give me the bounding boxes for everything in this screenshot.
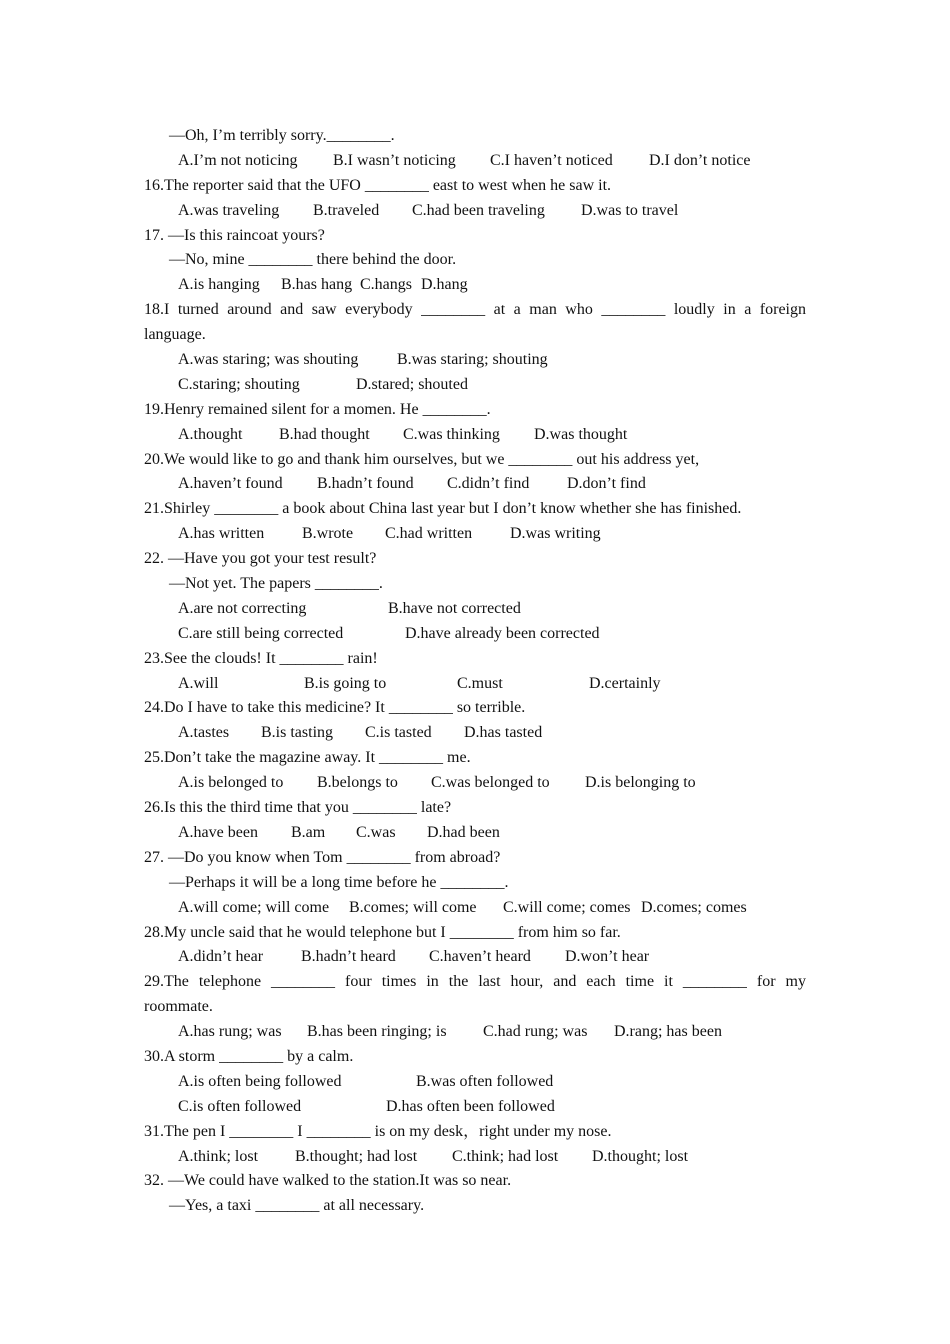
question-line: 30.A storm ________ by a calm. bbox=[144, 1047, 354, 1065]
answer-option: B.wrote bbox=[302, 525, 354, 543]
answer-option: A.have been bbox=[178, 823, 258, 841]
answer-option: D.has often been followed bbox=[386, 1097, 555, 1115]
options-line bbox=[144, 1020, 806, 1045]
question-line: 16.The reporter said that the UFO ________ east to west when he saw it. bbox=[144, 176, 612, 194]
answer-option: B.has hang bbox=[281, 276, 353, 294]
options-line bbox=[144, 1095, 806, 1120]
options-line bbox=[144, 821, 806, 846]
question-line: 31.The pen I ________ I ________ is on my desk，right under my nose. bbox=[144, 1122, 612, 1140]
answer-option: C.had rung; was bbox=[483, 1023, 588, 1041]
answer-option: A.has written bbox=[178, 525, 265, 543]
answer-option: A.will bbox=[178, 674, 219, 692]
answer-option: A.is hanging bbox=[178, 276, 260, 294]
question-line: roommate. bbox=[144, 998, 213, 1016]
options-line bbox=[144, 1145, 806, 1170]
exam-questions bbox=[144, 124, 806, 1219]
answer-option: D.was writing bbox=[510, 525, 601, 543]
answer-option: C.is tasted bbox=[365, 724, 432, 742]
answer-option: C.will come; comes bbox=[503, 898, 631, 916]
answer-option: D.is belonging to bbox=[585, 774, 696, 792]
answer-option: B.have not corrected bbox=[388, 599, 521, 617]
question-line: 24.Do I have to take this medicine? It ________ so terrible. bbox=[144, 699, 526, 717]
options-line bbox=[144, 199, 806, 224]
answer-option: D.stared; shouted bbox=[356, 375, 468, 393]
answer-option: C.had been traveling bbox=[412, 201, 545, 219]
answer-option: C.had written bbox=[385, 525, 473, 543]
options-line bbox=[144, 597, 806, 622]
answer-option: D.was thought bbox=[534, 425, 628, 443]
dialogue-line: —Not yet. The papers ________. bbox=[169, 575, 383, 593]
options-line bbox=[144, 896, 806, 921]
answer-option: B.hadn’t found bbox=[317, 475, 414, 493]
question-line: 21.Shirley ________ a book about China last year but I don’t know whether she has finished. bbox=[144, 500, 742, 518]
answer-option: A.think; lost bbox=[178, 1147, 259, 1165]
answer-option: B.hadn’t heard bbox=[301, 948, 396, 966]
answer-option: B.had thought bbox=[279, 425, 370, 443]
answer-option: A.I’m not noticing bbox=[178, 151, 298, 169]
answer-option: A.haven’t found bbox=[178, 475, 283, 493]
options-line bbox=[144, 771, 806, 796]
options-line bbox=[144, 721, 806, 746]
answer-option: B.has been ringing; is bbox=[307, 1023, 447, 1041]
answer-option: D.rang; has been bbox=[614, 1023, 722, 1041]
dialogue-line: —No, mine ________ there behind the door. bbox=[169, 251, 457, 269]
answer-option: B.was staring; shouting bbox=[397, 351, 548, 369]
question-line: 26.Is this the third time that you ________ late? bbox=[144, 799, 452, 817]
question-line: 18.I turned around and saw everybody ________ at a man who ________ loudly in a foreign bbox=[144, 301, 806, 319]
answer-option: A.didn’t hear bbox=[178, 948, 264, 966]
answer-option: B.traveled bbox=[313, 201, 380, 219]
answer-option: A.will come; will come bbox=[178, 898, 330, 916]
answer-option: B.was often followed bbox=[416, 1072, 554, 1090]
answer-option: D.won’t hear bbox=[565, 948, 650, 966]
answer-option: A.are not correcting bbox=[178, 599, 307, 617]
answer-option: B.comes; will come bbox=[349, 898, 477, 916]
question-line: 19.Henry remained silent for a momen. He ________. bbox=[144, 400, 491, 418]
answer-option: A.was traveling bbox=[178, 201, 280, 219]
options-line bbox=[144, 348, 806, 373]
answer-option: C.was thinking bbox=[403, 425, 500, 443]
answer-option: C.must bbox=[457, 674, 503, 692]
answer-option: D.thought; lost bbox=[592, 1147, 689, 1165]
answer-option: D.has tasted bbox=[464, 724, 543, 742]
answer-option: B.I wasn’t noticing bbox=[333, 151, 456, 169]
options-line bbox=[144, 1070, 806, 1095]
question-line: 29.The telephone ________ four times in the last hour, and each time it ________ for my bbox=[144, 973, 806, 991]
answer-option: A.thought bbox=[178, 425, 243, 443]
dialogue-line: —Oh, I’m terribly sorry.________. bbox=[169, 127, 395, 144]
answer-option: D.comes; comes bbox=[641, 898, 747, 916]
answer-option: B.thought; had lost bbox=[295, 1147, 418, 1165]
options-line bbox=[144, 522, 806, 547]
question-line: 17. —Is this raincoat yours? bbox=[144, 226, 325, 244]
answer-option: D.certainly bbox=[589, 674, 661, 692]
answer-option: C.is often followed bbox=[178, 1097, 302, 1115]
answer-option: D.had been bbox=[427, 823, 500, 841]
answer-option: D.don’t find bbox=[567, 475, 646, 493]
options-line bbox=[144, 373, 806, 398]
answer-option: C.think; had lost bbox=[452, 1147, 559, 1165]
answer-option: A.is belonged to bbox=[178, 774, 284, 792]
question-line: 25.Don’t take the magazine away. It ________ me. bbox=[144, 749, 471, 767]
answer-option: C.was belonged to bbox=[431, 774, 550, 792]
answer-option: B.am bbox=[291, 823, 326, 841]
answer-option: C.didn’t find bbox=[447, 475, 530, 493]
answer-option: A.was staring; was shouting bbox=[178, 351, 359, 369]
answer-option: C.staring; shouting bbox=[178, 375, 300, 393]
question-line: language. bbox=[144, 326, 206, 344]
options-line bbox=[144, 945, 806, 970]
answer-option: A.has rung; was bbox=[178, 1023, 282, 1041]
answer-option: C.I haven’t noticed bbox=[490, 151, 613, 169]
options-line bbox=[144, 423, 806, 448]
answer-option: D.was to travel bbox=[581, 201, 679, 219]
dialogue-line: —Yes, a taxi ________ at all necessary. bbox=[169, 1197, 425, 1215]
options-line bbox=[144, 472, 806, 497]
question-line: 20.We would like to go and thank him ourselves, but we ________ out his address yet, bbox=[144, 450, 700, 468]
options-line bbox=[144, 273, 806, 298]
question-line: 28.My uncle said that he would telephone but I ________ from him so far. bbox=[144, 923, 621, 941]
answer-option: C.hangs bbox=[360, 276, 412, 294]
dialogue-line: —Perhaps it will be a long time before he ________. bbox=[169, 873, 509, 891]
answer-option: B.is tasting bbox=[261, 724, 334, 742]
answer-option: D.hang bbox=[421, 276, 468, 294]
question-line: 22. —Have you got your test result? bbox=[144, 550, 377, 568]
question-line: 32. —We could have walked to the station.It was so near. bbox=[144, 1172, 512, 1190]
answer-option: D.I don’t notice bbox=[649, 151, 751, 169]
answer-option: C.haven’t heard bbox=[429, 948, 531, 966]
options-line bbox=[144, 672, 806, 697]
answer-option: B.is going to bbox=[304, 674, 387, 692]
question-line: 23.See the clouds! It ________ rain! bbox=[144, 649, 378, 667]
options-line bbox=[144, 149, 806, 174]
answer-option: C.are still being corrected bbox=[178, 624, 344, 642]
options-line bbox=[144, 622, 806, 647]
answer-option: C.was bbox=[356, 823, 396, 841]
answer-option: D.have already been corrected bbox=[405, 624, 600, 642]
question-line: 27. —Do you know when Tom ________ from abroad? bbox=[144, 848, 501, 866]
answer-option: A.is often being followed bbox=[178, 1072, 342, 1090]
answer-option: A.tastes bbox=[178, 724, 230, 742]
answer-option: B.belongs to bbox=[317, 774, 398, 792]
